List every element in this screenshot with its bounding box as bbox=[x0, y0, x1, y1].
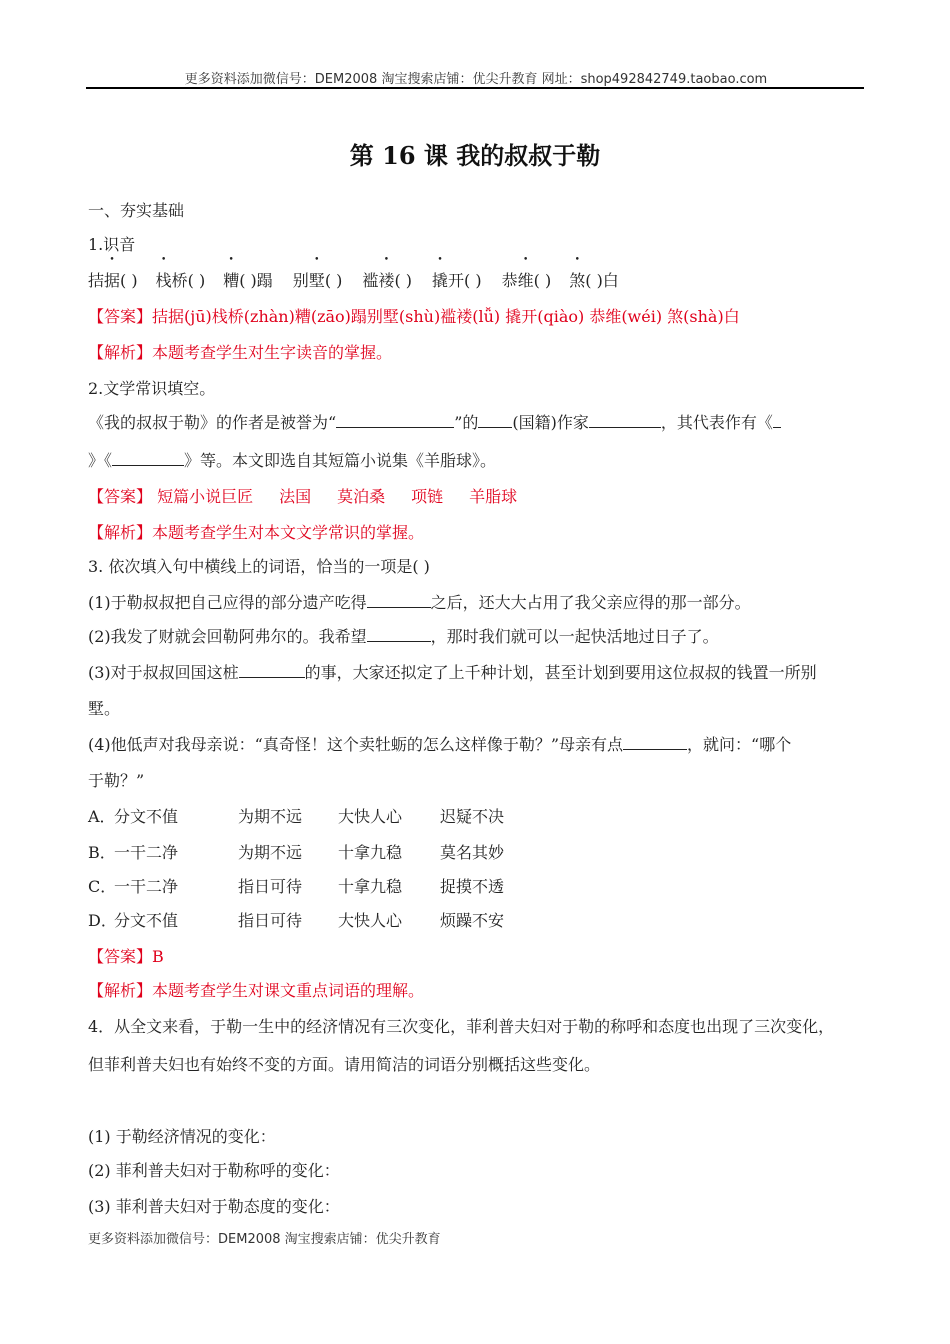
question-3-answer bbox=[88, 944, 164, 967]
answer-tag: 【答案】 bbox=[88, 307, 153, 326]
answer-item: 法国 bbox=[279, 487, 312, 506]
question-1-answer bbox=[88, 304, 740, 327]
fill-blank[interactable] bbox=[589, 413, 661, 428]
option-word: 迟疑不决 bbox=[440, 807, 505, 826]
text-segment: (2)我发了财就会回勒阿弗尔的。我希望 bbox=[88, 627, 367, 646]
fill-blank[interactable] bbox=[112, 451, 184, 466]
option-word: 捉摸不透 bbox=[440, 877, 505, 896]
answer-slot[interactable]: ( )蹋 bbox=[239, 271, 273, 290]
dotted-character: 维 bbox=[517, 271, 534, 290]
option-word: 十拿九稳 bbox=[338, 877, 403, 896]
pronunciation-item bbox=[569, 271, 619, 290]
dotted-character: 据 bbox=[104, 271, 121, 290]
text-segment: 的事，大家还拟定了上千种计划，甚至计划到要用这位叔叔的钱置一所别 bbox=[304, 663, 817, 682]
answer-slot[interactable]: ( ) bbox=[394, 271, 413, 290]
section-heading: 一、夯实基础 bbox=[88, 201, 185, 220]
page-header: 更多资料添加微信号：DEM2008 淘宝搜索店铺：优尖升教育 网址：shop492842749.taobao.com bbox=[184, 72, 768, 87]
item-text: 恭 bbox=[501, 271, 518, 290]
text-segment: (1)于勒叔叔把自己应得的部分遗产吃得 bbox=[88, 593, 367, 612]
dotted-character: 栈 bbox=[155, 271, 172, 290]
text-segment: ，其代表作有《 bbox=[660, 413, 773, 432]
question-1-analysis bbox=[88, 340, 392, 363]
text-segment: 》等。本文即选自其短篇小说集《羊脂球》。 bbox=[184, 451, 497, 470]
page-title: 第 16 课 我的叔叔于勒 bbox=[349, 141, 601, 170]
answer-item: 羊脂球 bbox=[469, 487, 518, 506]
pronunciation-item bbox=[293, 271, 343, 290]
answer-item: 莫泊桑 bbox=[337, 487, 386, 506]
question-3-sentence-2 bbox=[88, 624, 719, 647]
answer-tag: 【答案】 bbox=[88, 947, 153, 966]
analysis-text: 本题考查学生对本文文学常识的掌握。 bbox=[152, 523, 425, 542]
question-2-analysis bbox=[88, 520, 424, 543]
question-3-analysis bbox=[88, 978, 424, 1001]
answer-slot[interactable]: ( ) bbox=[533, 271, 552, 290]
question-1-items bbox=[88, 268, 619, 291]
header-divider bbox=[86, 87, 864, 89]
text-segment: 》《 bbox=[88, 451, 113, 470]
fill-blank[interactable] bbox=[336, 413, 454, 428]
option-row[interactable] bbox=[88, 840, 568, 860]
pronunciation-item bbox=[432, 271, 482, 290]
option-word: 一干二净 bbox=[114, 843, 179, 862]
page-footer: 更多资料添加微信号：DEM2008 淘宝搜索店铺：优尖升教育 bbox=[88, 1232, 441, 1247]
answer-slot[interactable]: ( ) bbox=[324, 271, 343, 290]
text-segment: 《我的叔叔于勒》的作者是被誉为“ bbox=[88, 413, 337, 432]
text-segment: ，就问：“哪个 bbox=[687, 735, 792, 754]
question-3-sentence-4-cont: 于勒？” bbox=[88, 771, 145, 790]
option-letter: A． bbox=[88, 807, 116, 826]
dotted-character: 墅 bbox=[308, 271, 325, 290]
answer-tag: 【答案】 bbox=[88, 487, 153, 506]
question-2-answer bbox=[88, 484, 517, 507]
question-2-line-2 bbox=[88, 448, 496, 471]
dotted-character: 糟 bbox=[223, 271, 240, 290]
fill-blank[interactable] bbox=[773, 413, 781, 428]
option-row[interactable] bbox=[88, 804, 568, 824]
option-letter: D． bbox=[88, 911, 117, 930]
item-text: 褴 bbox=[362, 271, 379, 290]
pronunciation-item bbox=[88, 271, 138, 290]
fill-blank[interactable] bbox=[623, 735, 687, 750]
answer-slot[interactable]: 桥( ) bbox=[171, 271, 206, 290]
dotted-character: 撬 bbox=[432, 271, 449, 290]
option-word: 指日可待 bbox=[238, 911, 303, 930]
option-word: 指日可待 bbox=[238, 877, 303, 896]
text-segment: (4)他低声对我母亲说：“真奇怪！这个卖牡蛎的怎么这样像于勒？”母亲有点 bbox=[88, 735, 624, 754]
question-1-label: 1.识音 bbox=[88, 235, 136, 254]
text-segment: ，那时我们就可以一起快活地过日子了。 bbox=[430, 627, 719, 646]
question-3-label: 3. 依次填入句中横线上的词语，恰当的一项是( ) bbox=[88, 557, 430, 576]
option-row[interactable] bbox=[88, 874, 568, 894]
option-letter: C． bbox=[88, 877, 117, 896]
option-word: 大快人心 bbox=[338, 807, 403, 826]
pronunciation-item bbox=[502, 271, 552, 290]
option-word: 烦躁不安 bbox=[440, 911, 505, 930]
option-word: 莫名其妙 bbox=[440, 843, 505, 862]
text-segment: 之后，还大大占用了我父亲应得的那一部分。 bbox=[430, 593, 751, 612]
fill-blank[interactable] bbox=[478, 413, 512, 428]
option-word: 为期不远 bbox=[238, 843, 303, 862]
analysis-tag: 【解析】 bbox=[88, 523, 153, 542]
option-word: 大快人心 bbox=[338, 911, 403, 930]
answer-slot[interactable]: ( )白 bbox=[585, 271, 619, 290]
fill-blank[interactable] bbox=[367, 627, 431, 642]
answer-slot[interactable]: ( ) bbox=[120, 271, 138, 290]
question-3-sentence-3 bbox=[88, 660, 817, 683]
answer-item: 项链 bbox=[411, 487, 444, 506]
answer-text: 拮据(jū)栈桥(zhàn)糟(zāo)蹋别墅(shù)褴褛(lǚ) 撬开(qiào) 恭维(wéi) 煞(shà)白 bbox=[152, 307, 740, 326]
pronunciation-item bbox=[156, 271, 206, 290]
dotted-character: 褛 bbox=[378, 271, 395, 290]
option-row[interactable] bbox=[88, 908, 568, 928]
question-4-sub-1: (1) 于勒经济情况的变化： bbox=[88, 1127, 276, 1146]
question-3-sentence-1 bbox=[88, 590, 751, 613]
analysis-tag: 【解析】 bbox=[88, 981, 153, 1000]
question-4-line-2: 但菲利普夫妇也有始终不变的方面。请用简洁的词语分别概括这些变化。 bbox=[88, 1055, 601, 1074]
question-4-sub-2: (2) 菲利普夫妇对于勒称呼的变化： bbox=[88, 1161, 340, 1180]
analysis-text: 本题考查学生对课文重点词语的理解。 bbox=[152, 981, 425, 1000]
fill-blank[interactable] bbox=[367, 593, 431, 608]
option-letter: B． bbox=[88, 843, 116, 862]
item-text: 别 bbox=[292, 271, 309, 290]
item-text: 拮 bbox=[88, 271, 105, 290]
option-word: 分文不值 bbox=[114, 807, 179, 826]
text-segment: (3)对于叔叔回国这桩 bbox=[88, 663, 239, 682]
option-word: 十拿九稳 bbox=[338, 843, 403, 862]
question-4-sub-3: (3) 菲利普夫妇对于勒态度的变化： bbox=[88, 1197, 340, 1216]
option-word: 一干二净 bbox=[114, 877, 179, 896]
answer-item: 短篇小说巨匠 bbox=[157, 487, 254, 506]
question-3-sentence-3-cont: 墅。 bbox=[88, 699, 121, 718]
pronunciation-item bbox=[223, 271, 273, 290]
fill-blank[interactable] bbox=[239, 663, 305, 678]
analysis-text: 本题考查学生对生字读音的掌握。 bbox=[152, 343, 393, 362]
question-4-line-1: 4．从全文来看，于勒一生中的经济情况有三次变化，菲利普夫妇对于勒的称呼和态度也出现了三次变化， bbox=[88, 1017, 835, 1036]
pronunciation-item bbox=[362, 271, 412, 290]
answer-slot[interactable]: 开( ) bbox=[448, 271, 482, 290]
answer-text: B bbox=[152, 947, 164, 966]
question-2-label: 2.文学常识填空。 bbox=[88, 379, 216, 398]
dotted-character: 煞 bbox=[569, 271, 586, 290]
question-3-sentence-4 bbox=[88, 732, 791, 755]
text-segment: ”的 bbox=[454, 413, 479, 432]
text-segment: (国籍)作家 bbox=[512, 413, 589, 432]
option-word: 分文不值 bbox=[114, 911, 179, 930]
analysis-tag: 【解析】 bbox=[88, 343, 153, 362]
question-2-line-1 bbox=[88, 410, 781, 433]
option-word: 为期不远 bbox=[238, 807, 303, 826]
